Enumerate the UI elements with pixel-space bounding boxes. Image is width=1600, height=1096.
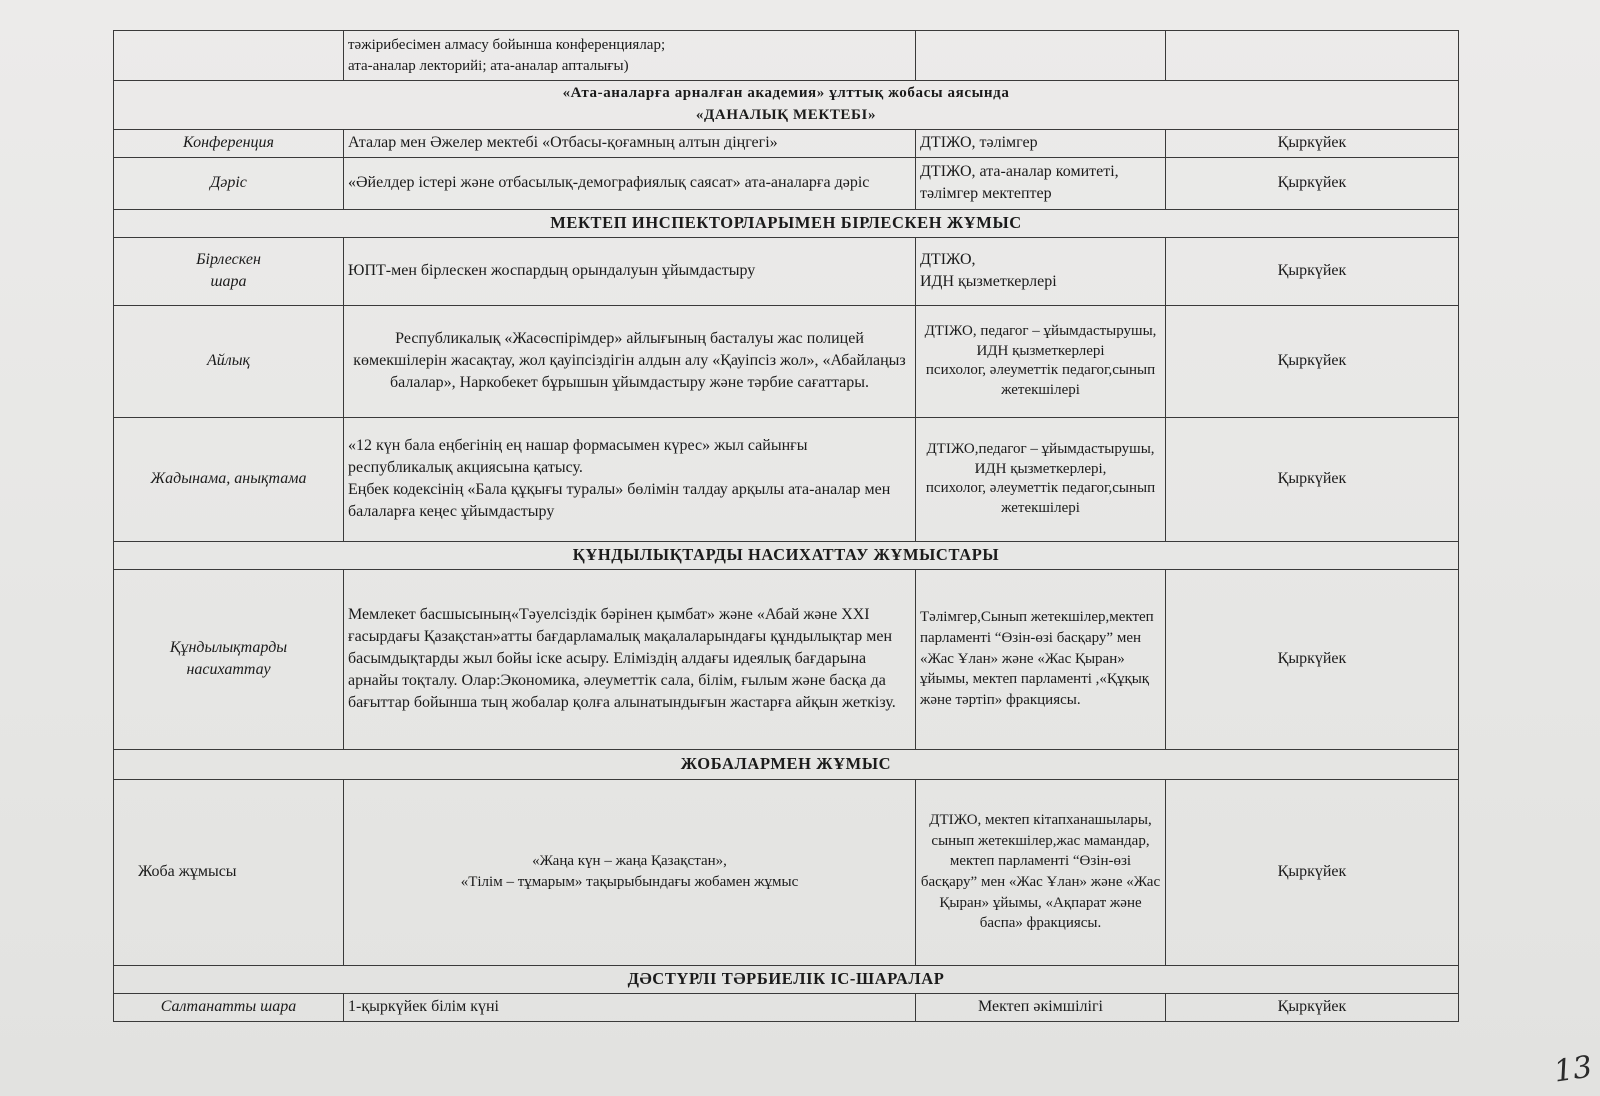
section-row bbox=[114, 209, 1459, 237]
form-cell: Айлық bbox=[114, 305, 344, 417]
section-row bbox=[114, 81, 1459, 130]
table-row bbox=[114, 569, 1459, 749]
month-cell: Қыркүйек bbox=[1166, 417, 1459, 541]
content-cell: «Жаңа күн – жаңа Қазақстан», «Тілім – тұмарым» тақырыбындағы жобамен жұмыс bbox=[344, 779, 916, 965]
month-cell: Қыркүйек bbox=[1166, 157, 1459, 209]
section-row bbox=[114, 749, 1459, 779]
section-row bbox=[114, 541, 1459, 569]
content-cell: «Әйелдер істері және отбасылық-демографиялық саясат» ата-аналарға дәріс bbox=[344, 157, 916, 209]
month-cell: Қыркүйек bbox=[1166, 129, 1459, 157]
plan-table bbox=[113, 30, 1459, 1022]
section-heading-inspectors: МЕКТЕП ИНСПЕКТОРЛАРЫМЕН БІРЛЕСКЕН ЖҰМЫС bbox=[114, 209, 1459, 237]
month-cell bbox=[1166, 31, 1459, 81]
section-heading-projects: ЖОБАЛАРМЕН ЖҰМЫС bbox=[114, 749, 1459, 779]
table-row bbox=[114, 31, 1459, 81]
table-row bbox=[114, 129, 1459, 157]
month-cell: Қыркүйек bbox=[1166, 305, 1459, 417]
content-cell: 1-қыркүйек білім күні bbox=[344, 993, 916, 1021]
table-row bbox=[114, 157, 1459, 209]
responsible-cell: ДТІЖО, ИДН қызметкерлері bbox=[916, 237, 1166, 305]
responsible-cell: ДТІЖО, педагог – ұйымдастырушы, ИДН қызметкерлері психолог, әлеуметтік педагог,сынып жетекшілері bbox=[916, 305, 1166, 417]
form-cell: Бірлескен шара bbox=[114, 237, 344, 305]
table-row bbox=[114, 417, 1459, 541]
page-number: 13 bbox=[1551, 1049, 1595, 1090]
month-cell: Қыркүйек bbox=[1166, 779, 1459, 965]
form-cell: Құндылықтарды насихаттау bbox=[114, 569, 344, 749]
responsible-cell: Мектеп әкімшілігі bbox=[916, 993, 1166, 1021]
table-row bbox=[114, 779, 1459, 965]
responsible-cell: ДТІЖО, мектеп кітапханашылары, сынып жетекшілер,жас мамандар, мектеп парламенті “Өзін-өзі басқару” мен «Жас Ұлан» және «Жас Қыран» ұйымы, «Ақпарат және баспа» фракциясы. bbox=[916, 779, 1166, 965]
responsible-cell: ДТІЖО, тәлімгер bbox=[916, 129, 1166, 157]
content-cell: ЮПТ-мен бірлескен жоспардың орындалуын ұйымдастыру bbox=[344, 237, 916, 305]
section-row bbox=[114, 965, 1459, 993]
form-cell: Жоба жұмысы bbox=[114, 779, 344, 965]
content-cell: Аталар мен Әжелер мектебі «Отбасы-қоғамның алтын діңгегі» bbox=[344, 129, 916, 157]
table-row bbox=[114, 237, 1459, 305]
form-cell: Жадынама, анықтама bbox=[114, 417, 344, 541]
content-cell: тәжірибесімен алмасу бойынша конференциялар; ата-аналар лекторийі; ата-аналар апталығы) bbox=[344, 31, 916, 81]
form-cell: Салтанатты шара bbox=[114, 993, 344, 1021]
form-cell: Дәріс bbox=[114, 157, 344, 209]
month-cell: Қыркүйек bbox=[1166, 569, 1459, 749]
content-cell: «12 күн бала еңбегінің ең нашар формасымен күрес» жыл сайынғы республикалық акциясына қатысу. Еңбек кодексінің «Бала құқығы туралы» бөлімін талдау арқылы ата-аналар мен балаларға кеңес ұйымдастыру bbox=[344, 417, 916, 541]
responsible-cell: ДТІЖО,педагог – ұйымдастырушы, ИДН қызметкерлері, психолог, әлеуметтік педагог,сынып жетекшілері bbox=[916, 417, 1166, 541]
table-row bbox=[114, 305, 1459, 417]
form-cell bbox=[114, 31, 344, 81]
section-heading-values: ҚҰНДЫЛЫҚТАРДЫ НАСИХАТТАУ ЖҰМЫСТАРЫ bbox=[114, 541, 1459, 569]
responsible-cell: ДТІЖО, ата-аналар комитеті, тәлімгер мектептер bbox=[916, 157, 1166, 209]
responsible-cell bbox=[916, 31, 1166, 81]
section-heading-danalyk bbox=[114, 81, 1459, 130]
responsible-cell: Тәлімгер,Сынып жетекшілер,мектеп парламенті “Өзін-өзі басқару” мен «Жас Ұлан» және «Жас Қыран» ұйымы, мектеп парламенті ,«Құқық және тәртіп» фракциясы. bbox=[916, 569, 1166, 749]
section-heading-line1: «Ата-аналарға арналған академия» ұлттық жобасы аясында bbox=[562, 85, 1010, 101]
form-cell: Конференция bbox=[114, 129, 344, 157]
section-heading-line2: «ДАНАЛЫҚ МЕКТЕБІ» bbox=[695, 106, 877, 123]
content-cell: Республикалық «Жасөспірімдер» айлығының басталуы жас полицей көмекшілерін жасақтау, жол қауіпсіздігін алдын алу «Қауіпсіз жол», «Абайлаңыз балалар», Наркобекет бұрышын ұйымдастыру және тәрбие сағаттары. bbox=[344, 305, 916, 417]
table-row bbox=[114, 993, 1459, 1021]
section-heading-traditional: ДӘСТҮРЛІ ТӘРБИЕЛІК ІС-ШАРАЛАР bbox=[114, 965, 1459, 993]
content-cell: Мемлекет басшысының«Тәуелсіздік бәрінен қымбат» және «Абай және ХХІ ғасырдағы Қазақстан»атты бағдарламалық мақалаларындағы құндылықтар мен басымдықтарды жыл бойы іске асыру. Еліміздің алдағы идеялық бағдарына арнайы тоқталу. Олар:Экономика, әлеуметтік сала, білім, ғылым және басқа да бағыттар бойынша тың жобалар қолға алынатындығын жастарға айқын жеткізу. bbox=[344, 569, 916, 749]
month-cell: Қыркүйек bbox=[1166, 993, 1459, 1021]
month-cell: Қыркүйек bbox=[1166, 237, 1459, 305]
